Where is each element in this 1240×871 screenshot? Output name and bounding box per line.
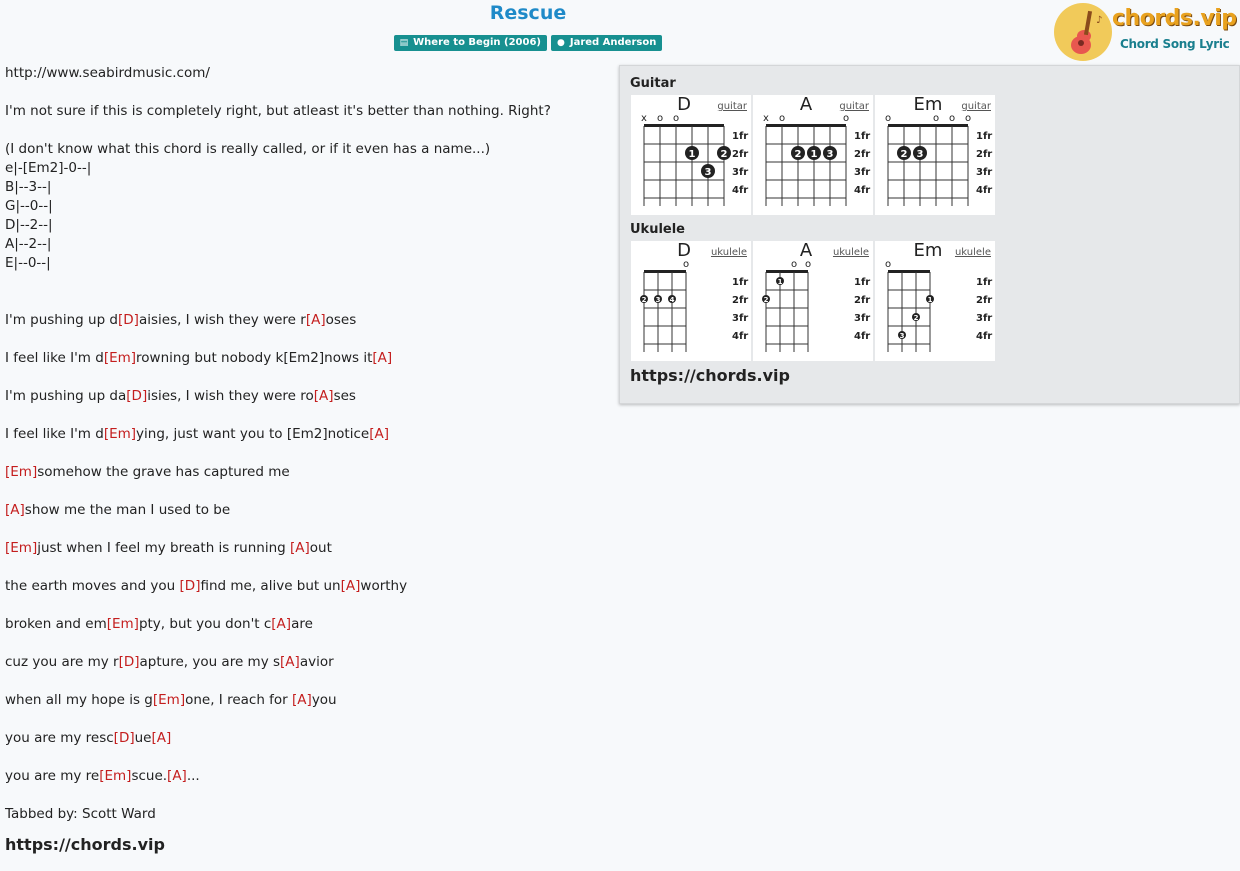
fret-number-label: 1fr [732, 277, 749, 288]
lyric-line [5, 159, 605, 178]
lyric-text: scue. [131, 768, 168, 784]
lyric-text: D|--2--| [5, 217, 53, 233]
chord-link[interactable]: [A] [372, 350, 393, 366]
lyrics-body [5, 64, 605, 856]
site-credit[interactable]: https://chords.vip [5, 835, 165, 854]
lyric-text: are [291, 616, 313, 632]
album-badge[interactable] [394, 35, 547, 51]
fretboard-diagram [631, 241, 751, 361]
fret-number-label: 2fr [976, 295, 993, 306]
open-string-marker: o [804, 259, 812, 270]
lyric-text: aisies, I wish they were r [138, 312, 306, 328]
lyric-spacer [5, 558, 605, 577]
lyric-text: somehow the grave has captured me [37, 464, 290, 480]
lyric-line [5, 539, 605, 558]
album-label: Where to Begin (2006) [413, 37, 541, 48]
lyric-line [5, 349, 605, 368]
fretboard-diagram [875, 241, 995, 361]
nut [888, 124, 968, 127]
lyric-line [5, 425, 605, 444]
chord-link[interactable]: [Em] [5, 540, 38, 556]
lyric-spacer [5, 330, 605, 349]
guitar-logo-icon [1054, 3, 1112, 61]
fret-number-label: 2fr [732, 149, 749, 160]
chord-link[interactable]: [Em] [99, 768, 132, 784]
fret-number-label: 3fr [732, 313, 749, 324]
chord-link[interactable]: [D] [118, 312, 139, 328]
chord-link[interactable]: [A] [167, 768, 187, 784]
nut [644, 270, 686, 273]
chord-name: Em [913, 240, 943, 261]
chord-link[interactable]: [A] [5, 502, 25, 518]
open-string-marker: o [672, 113, 680, 124]
chord-name: D [677, 240, 691, 261]
lyric-text: oses [325, 312, 357, 328]
fret-number-label: 1fr [854, 277, 871, 288]
book-icon: ▤ [399, 38, 409, 48]
fret-number-label: 2fr [732, 295, 749, 306]
open-string-marker: o [682, 259, 690, 270]
lyric-text: you are my re [5, 768, 100, 784]
fret-number-label: 1fr [732, 131, 749, 142]
fret-number-label: 4fr [732, 185, 749, 196]
chord-link[interactable]: [Em] [152, 692, 186, 708]
open-string-marker: o [964, 113, 972, 124]
chord-diagrams-panel [619, 65, 1240, 404]
fret-number-label: 3fr [854, 313, 871, 324]
lyric-spacer [5, 672, 605, 691]
chord-name: A [799, 94, 813, 115]
fret-number-label: 4fr [732, 331, 749, 342]
open-string-marker: o [884, 113, 892, 124]
open-string-marker: o [778, 113, 786, 124]
open-string-marker: o [790, 259, 798, 270]
lyric-spacer [5, 273, 605, 292]
lyric-spacer [5, 292, 605, 311]
chord-link[interactable]: [Em] [106, 616, 139, 632]
chord-name: A [799, 240, 813, 261]
lyric-text: ying, just want you to [Em2]notice [136, 426, 370, 442]
lyric-text: B|--3--| [5, 179, 52, 195]
lyric-text: out [309, 540, 332, 556]
chord-link[interactable]: [A] [292, 692, 312, 708]
finger-number: 2 [720, 149, 728, 160]
ukulele-section-label: Ukulele [630, 222, 686, 237]
chord-link[interactable]: [A] [369, 426, 389, 442]
lyric-spacer [5, 596, 605, 615]
nut [888, 270, 930, 273]
chord-link[interactable]: [Em] [103, 426, 137, 442]
lyric-text: ... [186, 768, 200, 784]
artist-badge[interactable] [551, 35, 662, 51]
lyric-text: you are my resc [5, 730, 114, 746]
finger-number: 3 [916, 149, 924, 160]
finger-number: 2 [794, 149, 802, 160]
song-title: Rescue [489, 2, 567, 24]
nut [766, 270, 808, 273]
finger-number: 1 [688, 149, 696, 160]
open-string-marker: o [842, 113, 850, 124]
ukulele-chord-card-d[interactable] [631, 241, 751, 361]
chord-link[interactable]: [D] [113, 730, 135, 746]
chord-name: D [677, 94, 691, 115]
lyric-spacer [5, 710, 605, 729]
lyric-text: show me the man I used to be [24, 502, 231, 518]
open-string-marker: o [932, 113, 940, 124]
muted-string-marker: x [763, 113, 769, 124]
finger-number: 3 [899, 332, 905, 340]
lyric-text: ses [333, 388, 356, 404]
lyric-text: http://www.seabirdmusic.com/ [5, 65, 210, 81]
chord-link[interactable]: [A] [305, 312, 326, 328]
nut [644, 124, 724, 127]
lyric-text: A|--2--| [5, 236, 52, 252]
lyric-line [5, 805, 605, 824]
lyric-line [5, 653, 605, 672]
lyric-spacer [5, 406, 605, 425]
lyric-spacer [5, 634, 605, 653]
lyric-line [5, 216, 605, 235]
chord-link[interactable]: [D] [126, 388, 148, 404]
open-string-marker: o [948, 113, 956, 124]
chord-link[interactable]: [Em] [103, 350, 137, 366]
chord-instrument-link[interactable]: ukulele [954, 247, 991, 258]
lyric-line [5, 102, 605, 121]
fretboard-diagram [875, 95, 995, 215]
finger-number: 3 [655, 296, 661, 304]
lyric-line [5, 387, 605, 406]
fret-number-label: 2fr [976, 149, 993, 160]
lyric-spacer [5, 786, 605, 805]
lyric-line [5, 178, 605, 197]
lyric-text: worthy [360, 578, 408, 594]
lyric-line [5, 235, 605, 254]
svg-text:♪: ♪ [1096, 15, 1103, 26]
guitar-chord-card-a[interactable] [753, 95, 873, 215]
site-logo[interactable] [1054, 2, 1240, 64]
nut [766, 124, 846, 127]
open-string-marker: o [884, 259, 892, 270]
chord-name: Em [913, 94, 943, 115]
lyric-text: when all my hope is g [5, 692, 153, 708]
chord-link[interactable]: [A] [313, 388, 334, 404]
fret-number-label: 3fr [976, 167, 993, 178]
fret-number-label: 1fr [976, 277, 993, 288]
fret-number-label: 3fr [854, 167, 871, 178]
lyric-spacer [5, 368, 605, 387]
chord-link[interactable]: [A] [280, 654, 300, 670]
lyric-line [5, 767, 605, 786]
lyric-text: cuz you are my r [5, 654, 119, 670]
finger-number: 3 [826, 149, 834, 160]
finger-number: 2 [641, 296, 647, 304]
open-string-marker: o [656, 113, 664, 124]
lyric-line [5, 577, 605, 596]
lyric-text: I'm pushing up da [5, 388, 127, 404]
lyric-spacer [5, 444, 605, 463]
lyric-text: I'm not sure if this is completely right, but atleast it's better than nothing. Right? [5, 103, 551, 119]
lyric-text: just when I feel my breath is running [37, 540, 291, 556]
lyric-text: rowning but nobody k[Em2]nows it [136, 350, 373, 366]
user-icon: ● [556, 38, 565, 48]
lyric-text: the earth moves and you [5, 578, 180, 594]
ukulele-chord-card-a[interactable] [753, 241, 873, 361]
lyric-text: E|--0--| [5, 255, 51, 271]
finger-number: 2 [913, 314, 919, 322]
chord-link[interactable]: [A] [290, 540, 310, 556]
lyric-text: avior [299, 654, 334, 670]
chord-instrument-link[interactable]: ukulele [832, 247, 869, 258]
chord-instrument-link[interactable]: guitar [839, 101, 869, 112]
lyric-spacer [5, 748, 605, 767]
chord-instrument-link[interactable]: guitar [961, 101, 991, 112]
lyric-text: e|-[Em2]-0--| [5, 160, 92, 176]
finger-number: 2 [763, 296, 769, 304]
lyric-text: isies, I wish they were ro [147, 388, 314, 404]
fret-number-label: 4fr [976, 185, 993, 196]
lyric-text: find me, alive but un [200, 578, 341, 594]
finger-number: 4 [669, 296, 675, 304]
panel-site-link[interactable]: https://chords.vip [630, 366, 790, 385]
lyric-line [5, 501, 605, 520]
lyric-spacer [5, 520, 605, 539]
muted-string-marker: x [641, 113, 647, 124]
fret-number-label: 2fr [854, 295, 871, 306]
lyric-line [5, 197, 605, 216]
ukulele-chord-card-em[interactable] [875, 241, 995, 361]
fretboard-diagram [631, 95, 751, 215]
lyric-text: apture, you are my s [139, 654, 281, 670]
fret-number-label: 2fr [854, 149, 871, 160]
finger-number: 1 [927, 296, 933, 304]
lyric-text: you [311, 692, 337, 708]
lyric-line [5, 615, 605, 634]
lyric-line [5, 463, 605, 482]
chord-link[interactable]: [A] [340, 578, 361, 594]
lyric-text: broken and em [5, 616, 107, 632]
lyric-text: (I don't know what this chord is really called, or if it even has a name...) [5, 141, 491, 157]
chord-instrument-link[interactable]: guitar [717, 101, 747, 112]
lyric-line [5, 254, 605, 273]
lyric-line [5, 140, 605, 159]
logo-tagline: Chord Song Lyric [1120, 37, 1230, 51]
lyric-text: pty, but you don't c [138, 616, 272, 632]
lyric-spacer [5, 482, 605, 501]
lyric-text: G|--0--| [5, 198, 53, 214]
finger-number: 2 [900, 149, 908, 160]
lyric-text: ue [134, 730, 152, 746]
song-meta [0, 35, 1056, 51]
lyric-text: I feel like I'm d [5, 350, 104, 366]
lyric-text: Tabbed by: Scott Ward [5, 806, 156, 822]
finger-number: 3 [704, 167, 712, 178]
guitar-section-label: Guitar [630, 76, 676, 91]
fretboard-diagram [753, 95, 873, 215]
fret-number-label: 1fr [976, 131, 993, 142]
fret-number-label: 1fr [854, 131, 871, 142]
fret-number-label: 4fr [976, 331, 993, 342]
finger-number: 1 [810, 149, 818, 160]
guitar-chord-card-d[interactable] [631, 95, 751, 215]
fret-number-label: 4fr [854, 331, 871, 342]
lyric-text: I feel like I'm d [5, 426, 104, 442]
chord-instrument-link[interactable]: ukulele [710, 247, 747, 258]
fret-number-label: 3fr [976, 313, 993, 324]
fretboard-diagram [753, 241, 873, 361]
chord-link[interactable]: [D] [118, 654, 140, 670]
lyric-line [5, 729, 605, 748]
fret-number-label: 4fr [854, 185, 871, 196]
lyric-text: I'm pushing up d [5, 312, 119, 328]
artist-label: Jared Anderson [569, 37, 657, 48]
chord-link[interactable]: [A] [271, 616, 292, 632]
chord-link[interactable]: [A] [151, 730, 172, 746]
lyric-line [5, 311, 605, 330]
fret-number-label: 3fr [732, 167, 749, 178]
chord-link[interactable]: [D] [179, 578, 201, 594]
lyric-lines [5, 64, 605, 824]
lyric-text: one, I reach for [185, 692, 293, 708]
finger-number: 1 [777, 278, 783, 286]
lyric-spacer [5, 121, 605, 140]
lyric-line [5, 691, 605, 710]
lyric-spacer [5, 83, 605, 102]
logo-brand: chords.vip [1112, 6, 1237, 31]
guitar-chord-card-em[interactable] [875, 95, 995, 215]
chord-link[interactable]: [Em] [5, 464, 38, 480]
lyric-line [5, 64, 605, 83]
